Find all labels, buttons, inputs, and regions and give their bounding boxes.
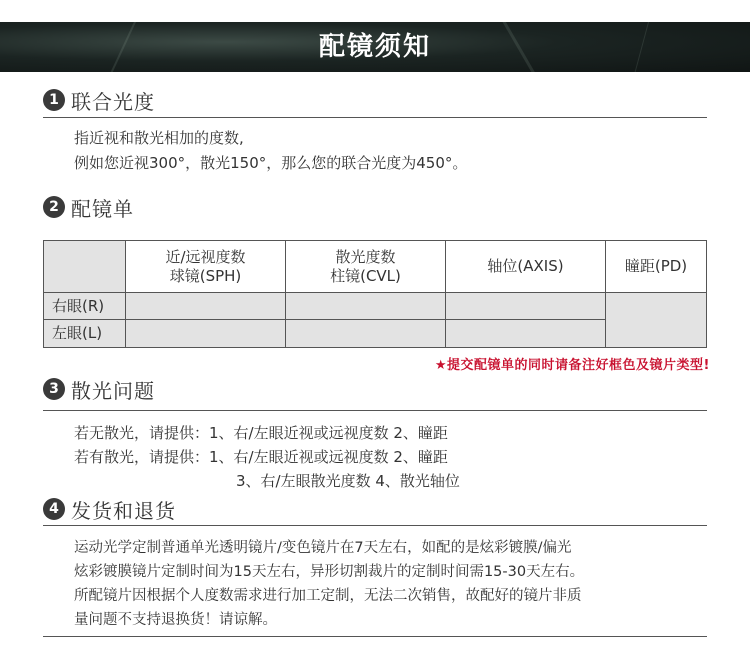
paragraph-line: 量问题不支持退换货！请谅解。 (74, 612, 277, 628)
paragraph-line: 炫彩镀膜镜片定制时间为15天左右，异形切割裁片的定制时间需15-30天左右。 (74, 564, 585, 580)
header-line: 近/远视度数 (165, 247, 246, 266)
prescription-table (43, 240, 707, 348)
paragraph-line: 例如您近视300°，散光150°，那么您的联合光度为450°。 (74, 154, 468, 172)
header-line: 散光度数 (335, 247, 396, 266)
table-cell-pd (606, 293, 707, 348)
table-cell (446, 293, 606, 320)
section-divider (43, 117, 707, 118)
order-note: ★提交配镜单的同时请备注好框色及镜片类型! (434, 358, 710, 373)
table-cell (126, 293, 286, 320)
section-title: 联合光度 (71, 89, 155, 114)
header-line: 球镜(SPH) (169, 266, 242, 285)
column-header-cyl (286, 241, 446, 293)
paragraph-line: 指近视和散光相加的度数, (74, 129, 244, 147)
row-label-right-eye: 右眼(R) (44, 293, 126, 320)
table-cell (286, 293, 446, 320)
number-circle-icon: 2 (43, 196, 65, 218)
section-heading (43, 494, 176, 524)
section-title: 配镜单 (71, 196, 134, 221)
paragraph-line: 3、右/左眼散光度数 4、散光轴位 (236, 472, 460, 490)
table-cell (446, 320, 606, 348)
column-header-axis: 轴位(AXIS) (446, 241, 606, 293)
column-header-sph (126, 241, 286, 293)
table-cell (286, 320, 446, 348)
column-header-pd: 瞳距(PD) (606, 241, 707, 293)
paragraph-line: 若无散光，请提供：1、右/左眼近视或远视度数 2、瞳距 (74, 424, 448, 442)
number-circle-icon: 4 (43, 498, 65, 520)
number-circle-icon: 1 (43, 89, 65, 111)
section-heading (43, 374, 155, 404)
section-title: 散光问题 (71, 378, 155, 403)
section-heading (43, 192, 134, 222)
section-divider (43, 525, 707, 526)
row-label-left-eye: 左眼(L) (44, 320, 126, 348)
table-corner (44, 241, 126, 293)
section-divider (43, 636, 707, 637)
section-title: 发货和退货 (71, 498, 176, 523)
paragraph-line: 若有散光，请提供：1、右/左眼近视或远视度数 2、瞳距 (74, 448, 448, 466)
header-banner (0, 22, 750, 72)
number-circle-icon: 3 (43, 378, 65, 400)
section-heading (43, 85, 155, 115)
section-divider (43, 410, 707, 411)
table-cell (126, 320, 286, 348)
page-title: 配镜须知 (318, 32, 431, 62)
paragraph-line: 所配镜片因根据个人度数需求进行加工定制，无法二次销售，故配好的镜片非质 (74, 588, 582, 604)
paragraph-line: 运动光学定制普通单光透明镜片/变色镜片在7天左右，如配的是炫彩镀膜/偏光 (74, 540, 572, 556)
header-line: 柱镜(CVL) (330, 266, 401, 285)
